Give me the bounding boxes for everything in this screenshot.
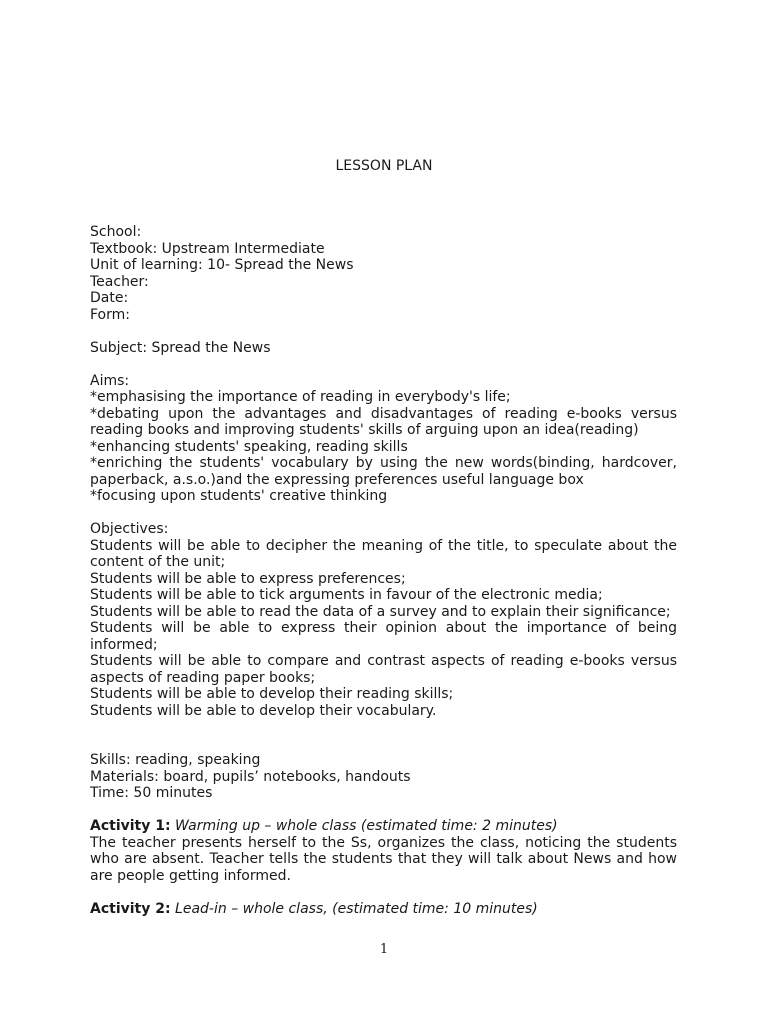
materials-line: Materials: board, pupils’ notebooks, handouts bbox=[90, 768, 411, 785]
teacher-field: Teacher: bbox=[90, 273, 149, 290]
objective-item: Students will be able to develop their vocabulary. bbox=[90, 702, 437, 719]
objectives-heading: Objectives: bbox=[90, 521, 169, 537]
skills-line: Skills: reading, speaking bbox=[90, 752, 261, 768]
form-field: Form: bbox=[90, 306, 130, 323]
objective-item: Students will be able to express preferences; bbox=[90, 570, 406, 587]
activity-label: Activity 1: bbox=[90, 818, 171, 834]
aim-item: *emphasising the importance of reading in everybody's life; bbox=[90, 389, 511, 405]
aims-heading: Aims: bbox=[90, 372, 130, 389]
activity-description: Lead-in – whole class, (estimated time: 10 minutes) bbox=[175, 900, 538, 917]
objective-item: Students will be able to decipher the meaning of the title, to speculate about the content of the unit; bbox=[90, 537, 677, 570]
aim-item: *enhancing students' speaking, reading skills bbox=[90, 438, 408, 455]
objective-item: Students will be able to express their opinion about the importance of being informed; bbox=[90, 620, 677, 653]
date-field: Date: bbox=[90, 290, 129, 306]
activity-label: Activity 2: bbox=[90, 900, 171, 917]
subject-line: Subject: Spread the News bbox=[90, 339, 271, 356]
activity-description: Warming up – whole class (estimated time: 2 minutes) bbox=[175, 818, 558, 834]
aim-item: *enriching the students' vocabulary by using the new words(binding, hardcover, paperback, a.s.o.)and the expressing preferences useful language box bbox=[90, 455, 677, 488]
activity-heading bbox=[90, 818, 677, 835]
page-number: 1 bbox=[379, 942, 389, 957]
objective-item: Students will be able to compare and contrast aspects of reading e-books versus aspects of reading paper books; bbox=[90, 653, 677, 686]
objective-item: Students will be able to read the data of a survey and to explain their significance; bbox=[90, 603, 671, 620]
activity-text: The teacher presents herself to the Ss, organizes the class, noticing the students who are absent. Teacher tells the students that they will talk about News and how are people getting informed. bbox=[90, 834, 677, 884]
document-body bbox=[90, 224, 677, 917]
aim-item: *debating upon the advantages and disadvantages of reading e-books versus reading books and improving students' skills of arguing upon an idea(reading) bbox=[90, 405, 677, 438]
aim-item: *focusing upon students' creative thinking bbox=[90, 488, 388, 504]
activity-heading bbox=[90, 901, 677, 918]
time-line: Time: 50 minutes bbox=[90, 785, 213, 801]
unit-field: Unit of learning: 10- Spread the News bbox=[90, 257, 354, 273]
textbook-field: Textbook: Upstream Intermediate bbox=[90, 240, 325, 257]
page-title: LESSON PLAN bbox=[335, 158, 433, 174]
school-field: School: bbox=[90, 224, 142, 240]
objective-item: Students will be able to develop their reading skills; bbox=[90, 686, 454, 702]
objective-item: Students will be able to tick arguments in favour of the electronic media; bbox=[90, 587, 603, 603]
